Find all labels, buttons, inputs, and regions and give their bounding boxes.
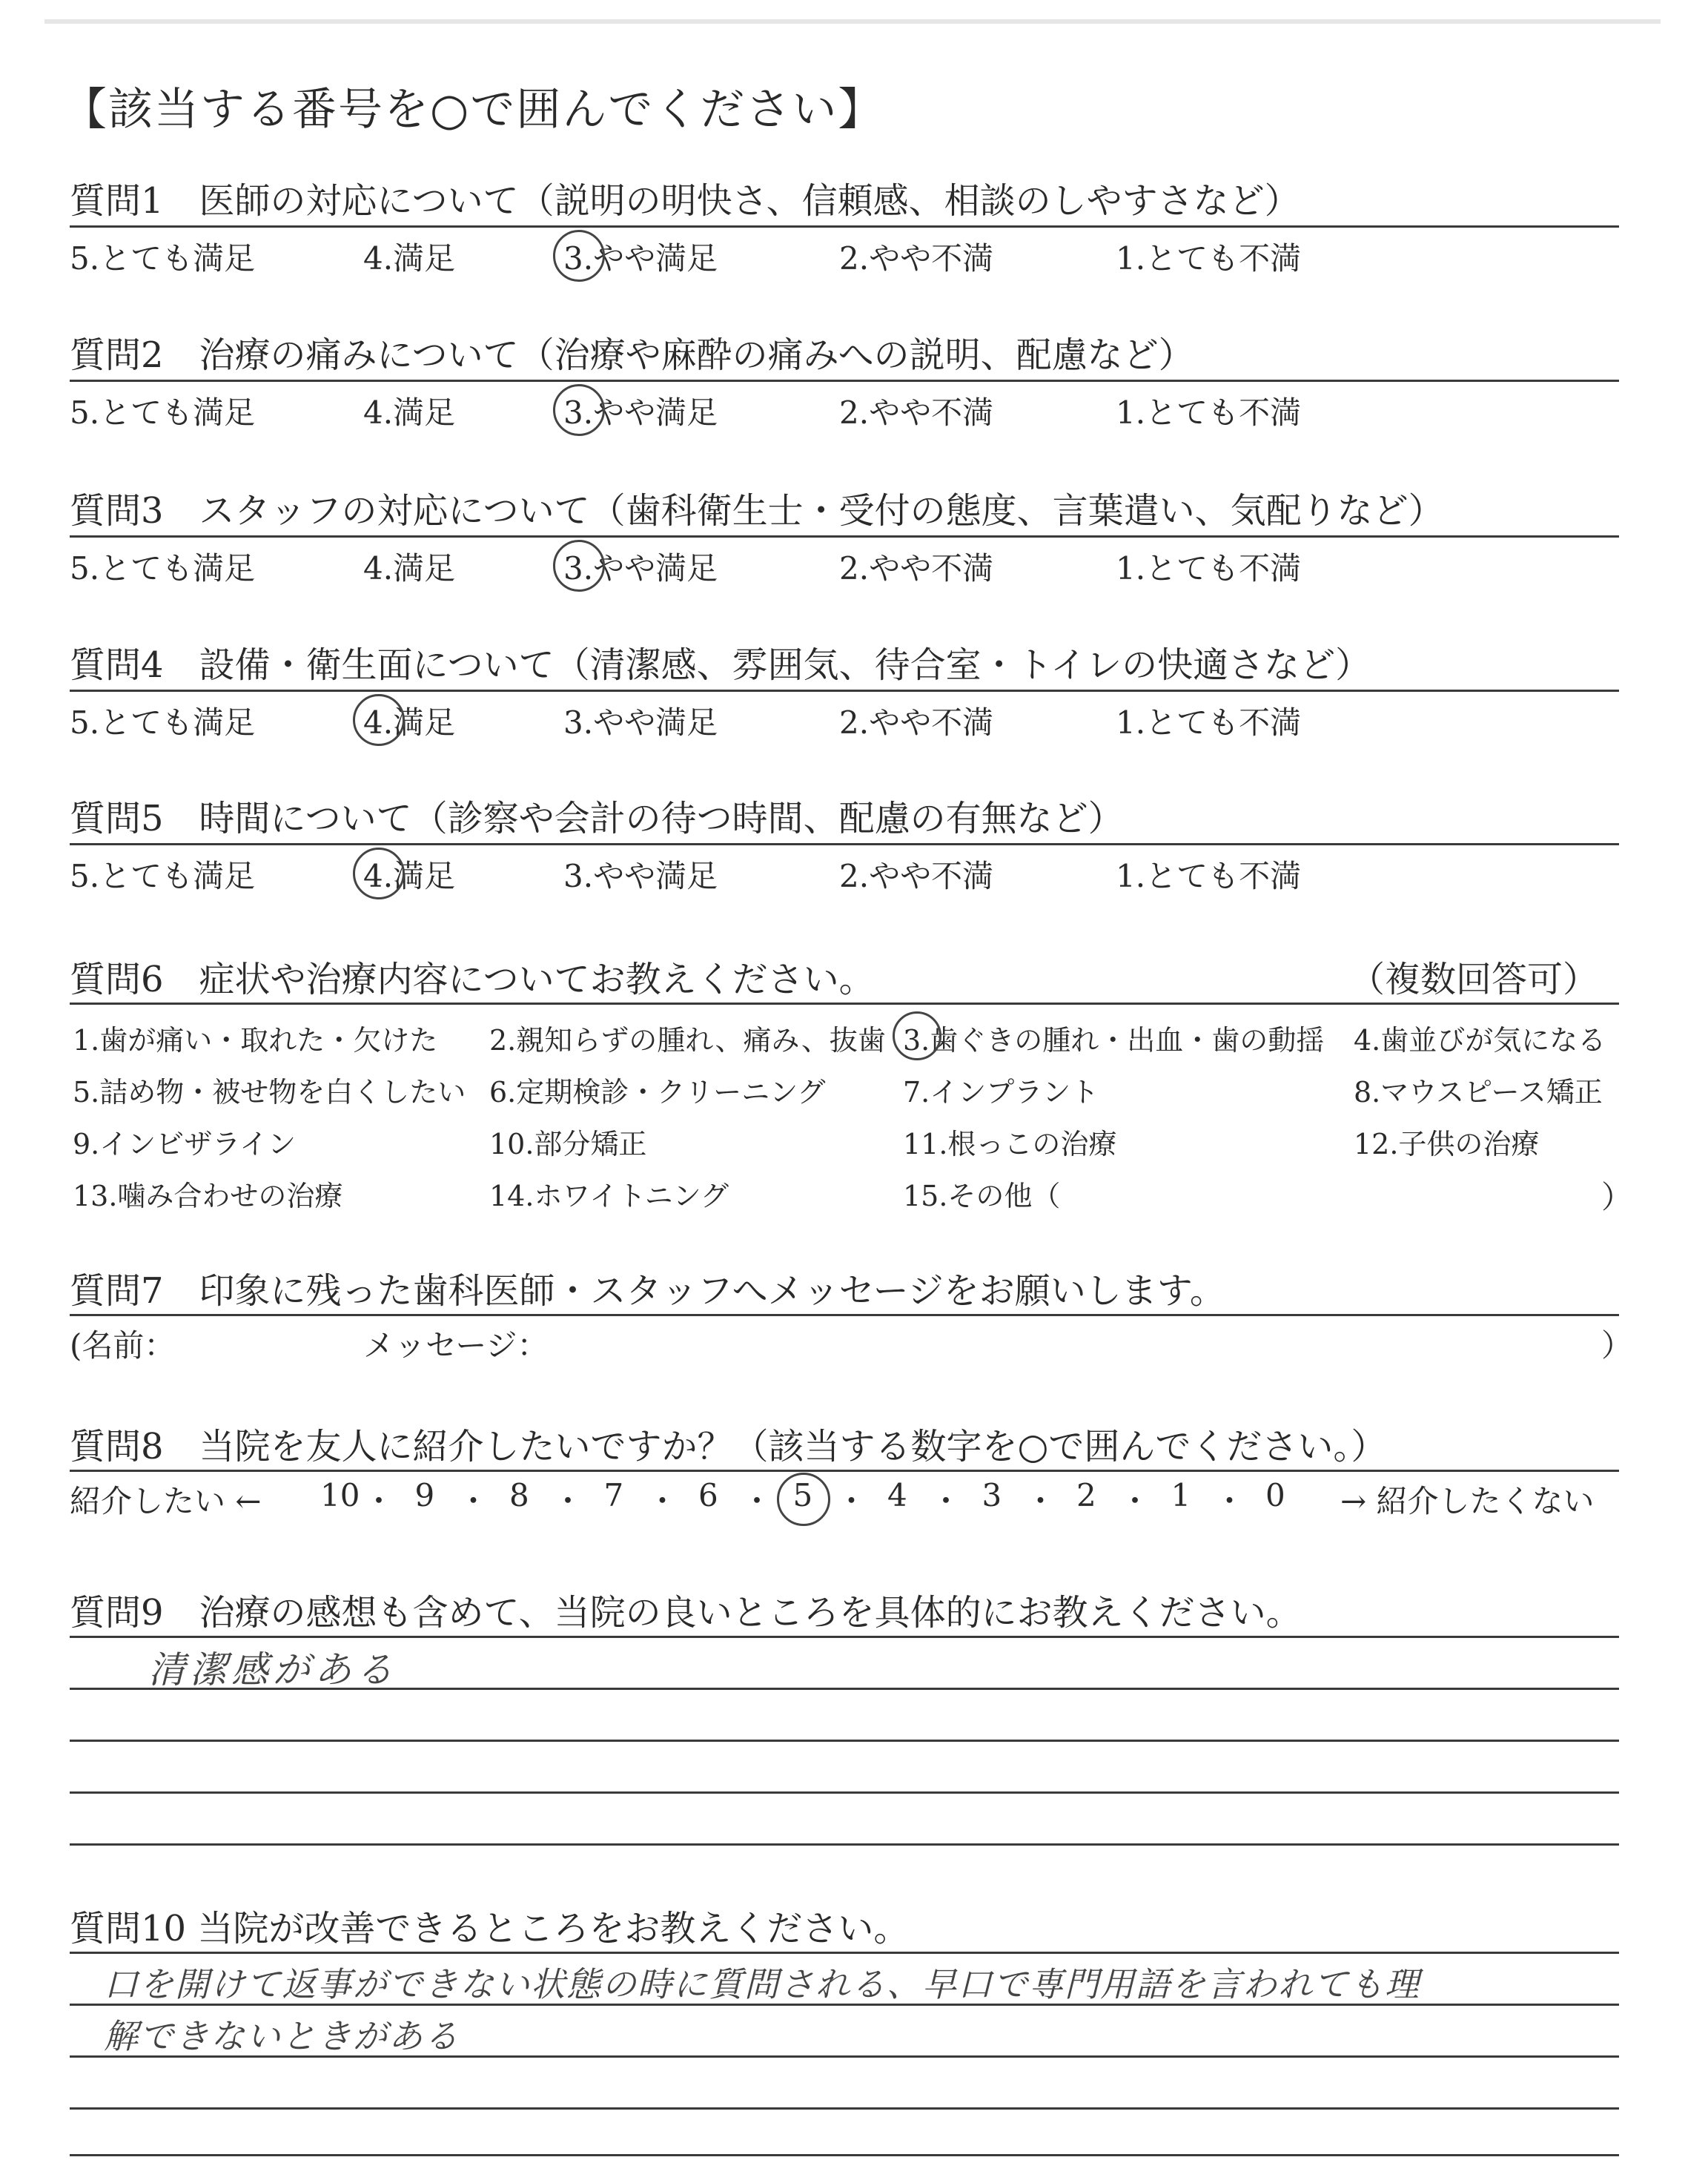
- q6-option-2[interactable]: 2.親知らずの腫れ、痛み、抜歯: [489, 1024, 886, 1057]
- q1-rule: [70, 225, 1619, 228]
- scan-edge: [44, 19, 1661, 24]
- q1-option-5[interactable]: 5.とても満足: [70, 240, 256, 277]
- q8-score-10[interactable]: 10: [320, 1477, 360, 1513]
- q8-score-7[interactable]: 7: [603, 1477, 624, 1513]
- q1-option-2[interactable]: 2.やや不満: [839, 240, 994, 277]
- page-title: 【該当する番号を○で囲んでください】: [62, 84, 884, 136]
- q6-title: 質問6 症状や治療内容についてお教えください。: [70, 959, 875, 1000]
- q10-handwritten-answer-line1: 口を開けて返事ができない状態の時に質問される、早口で専門用語を言われても理: [104, 1964, 1420, 2004]
- q2-title: 質問2 治療の痛みについて（治療や麻酔の痛みへの説明、配慮など）: [70, 334, 1194, 376]
- q10-rule-5: [70, 2154, 1619, 2156]
- q8-score-4[interactable]: 4: [887, 1477, 907, 1513]
- q10-rule-1: [70, 1952, 1619, 1954]
- q6-option-9[interactable]: 9.インビザライン: [73, 1128, 297, 1160]
- q6-option-14[interactable]: 14.ホワイトニング: [489, 1180, 729, 1212]
- q5-selected-circle: [353, 848, 405, 899]
- q9-rule-1: [70, 1636, 1619, 1638]
- q1-title: 質問1 医師の対応について（説明の明快さ、信頼感、相談のしやすさなど）: [70, 180, 1300, 222]
- q7-name-label: (名前：: [70, 1327, 176, 1364]
- q6-option-6[interactable]: 6.定期検診・クリーニング: [489, 1076, 826, 1109]
- q6-option-8[interactable]: 8.マウスピース矯正: [1354, 1076, 1603, 1109]
- q8-score-0[interactable]: 0: [1265, 1477, 1285, 1513]
- q2-option-2[interactable]: 2.やや不満: [839, 394, 994, 431]
- q5-option-2[interactable]: 2.やや不満: [839, 858, 994, 894]
- q8-separator: ・: [1119, 1483, 1151, 1519]
- q6-close-paren: ）: [1601, 1179, 1633, 1215]
- q9-rule-4: [70, 1791, 1619, 1794]
- q6-rule: [70, 1003, 1619, 1005]
- q2-option-5[interactable]: 5.とても満足: [70, 394, 256, 431]
- q4-option-2[interactable]: 2.やや不満: [839, 704, 994, 741]
- q7-rule: [70, 1314, 1619, 1316]
- q8-separator: ・: [457, 1483, 489, 1519]
- q8-separator: ・: [363, 1483, 395, 1519]
- q5-option-5[interactable]: 5.とても満足: [70, 858, 256, 894]
- q9-rule-5: [70, 1843, 1619, 1846]
- q8-rule: [70, 1470, 1619, 1472]
- q10-handwritten-answer-line2: 解できないときがある: [104, 2016, 460, 2056]
- q3-option-3[interactable]: 3.やや満足: [563, 550, 718, 587]
- q1-option-4[interactable]: 4.満足: [363, 240, 456, 277]
- q8-separator: ・: [930, 1483, 962, 1519]
- q8-score-2[interactable]: 2: [1076, 1477, 1096, 1513]
- q3-option-1[interactable]: 1.とても不満: [1116, 550, 1302, 587]
- q8-score-1[interactable]: 1: [1171, 1477, 1191, 1513]
- q3-option-4[interactable]: 4.満足: [363, 550, 456, 587]
- q2-rule: [70, 380, 1619, 382]
- q8-score-5[interactable]: 5: [792, 1477, 813, 1513]
- q5-option-1[interactable]: 1.とても不満: [1116, 858, 1302, 894]
- q8-title: 質問8 当院を友人に紹介したいですか？（該当する数字を○で囲んでください。）: [70, 1426, 1387, 1467]
- q1-option-1[interactable]: 1.とても不満: [1116, 240, 1302, 277]
- q8-separator: ・: [552, 1483, 584, 1519]
- q7-title: 質問7 印象に残った歯科医師・スタッフへメッセージをお願いします。: [70, 1270, 1225, 1312]
- q4-rule: [70, 690, 1619, 692]
- q5-rule: [70, 843, 1619, 845]
- q6-option-12[interactable]: 12.子供の治療: [1354, 1128, 1540, 1160]
- q7-close-paren: ）: [1601, 1327, 1633, 1364]
- q8-score-9[interactable]: 9: [414, 1477, 435, 1513]
- q7-message-label: メッセージ：: [363, 1327, 549, 1364]
- q3-option-5[interactable]: 5.とても満足: [70, 550, 256, 587]
- q1-option-3[interactable]: 3.やや満足: [563, 240, 718, 277]
- q8-selected-circle: [777, 1473, 830, 1526]
- q6-option-10[interactable]: 10.部分矯正: [489, 1128, 647, 1160]
- q6-option-13[interactable]: 13.噛み合わせの治療: [73, 1180, 343, 1212]
- q4-option-5[interactable]: 5.とても満足: [70, 704, 256, 741]
- q8-score-3[interactable]: 3: [982, 1477, 1002, 1513]
- q4-title: 質問4 設備・衛生面について（清潔感、雰囲気、待合室・トイレの快適さなど）: [70, 644, 1371, 686]
- q10-title: 質問10 当院が改善できるところをお教えください。: [70, 1908, 910, 1949]
- q6-option-3[interactable]: 3.歯ぐきの腫れ・出血・歯の動揺: [903, 1024, 1325, 1057]
- q2-option-3[interactable]: 3.やや満足: [563, 394, 718, 431]
- q6-option-7[interactable]: 7.インプラント: [903, 1076, 1099, 1109]
- q8-score-8[interactable]: 8: [509, 1477, 529, 1513]
- q5-option-4[interactable]: 4.満足: [363, 858, 456, 894]
- q5-option-3[interactable]: 3.やや満足: [563, 858, 718, 894]
- q4-selected-circle: [353, 694, 405, 746]
- q3-title: 質問3 スタッフの対応について（歯科衛生士・受付の態度、言葉遣い、気配りなど）: [70, 490, 1444, 532]
- q3-option-2[interactable]: 2.やや不満: [839, 550, 994, 587]
- q6-selected-circle: [893, 1011, 941, 1060]
- q6-option-1[interactable]: 1.歯が痛い・取れた・欠けた: [73, 1024, 438, 1057]
- q6-note: （複数回答可）: [1349, 959, 1599, 1000]
- q6-option-4[interactable]: 4.歯並びが気になる: [1354, 1024, 1606, 1057]
- q8-separator: ・: [741, 1483, 773, 1519]
- q1-selected-circle: [553, 230, 605, 282]
- q2-option-1[interactable]: 1.とても不満: [1116, 394, 1302, 431]
- q8-left-label: 紹介したい ←: [70, 1483, 262, 1519]
- q10-rule-4: [70, 2107, 1619, 2110]
- q3-selected-circle: [553, 540, 605, 592]
- q4-option-3[interactable]: 3.やや満足: [563, 704, 718, 741]
- q6-option-5[interactable]: 5.詰め物・被せ物を白くしたい: [73, 1076, 466, 1109]
- q3-rule: [70, 535, 1619, 538]
- q4-option-4[interactable]: 4.満足: [363, 704, 456, 741]
- q9-handwritten-answer: 清潔感がある: [148, 1648, 397, 1691]
- q2-selected-circle: [553, 384, 605, 436]
- q8-separator: ・: [1214, 1483, 1245, 1519]
- q6-option-11[interactable]: 11.根っこの治療: [903, 1128, 1117, 1160]
- q5-title: 質問5 時間について（診察や会計の待つ時間、配慮の有無など）: [70, 798, 1124, 839]
- q8-separator: ・: [1025, 1483, 1056, 1519]
- q2-option-4[interactable]: 4.満足: [363, 394, 456, 431]
- q8-right-label: → 紹介したくない: [1340, 1483, 1595, 1519]
- q6-option-15[interactable]: 15.その他（: [903, 1180, 1061, 1212]
- q9-title: 質問9 治療の感想も含めて、当院の良いところを具体的にお教えください。: [70, 1592, 1302, 1634]
- q8-separator: ・: [646, 1483, 678, 1519]
- q4-option-1[interactable]: 1.とても不満: [1116, 704, 1302, 741]
- q8-score-6[interactable]: 6: [698, 1477, 718, 1513]
- q9-rule-3: [70, 1740, 1619, 1742]
- q8-separator: ・: [835, 1483, 867, 1519]
